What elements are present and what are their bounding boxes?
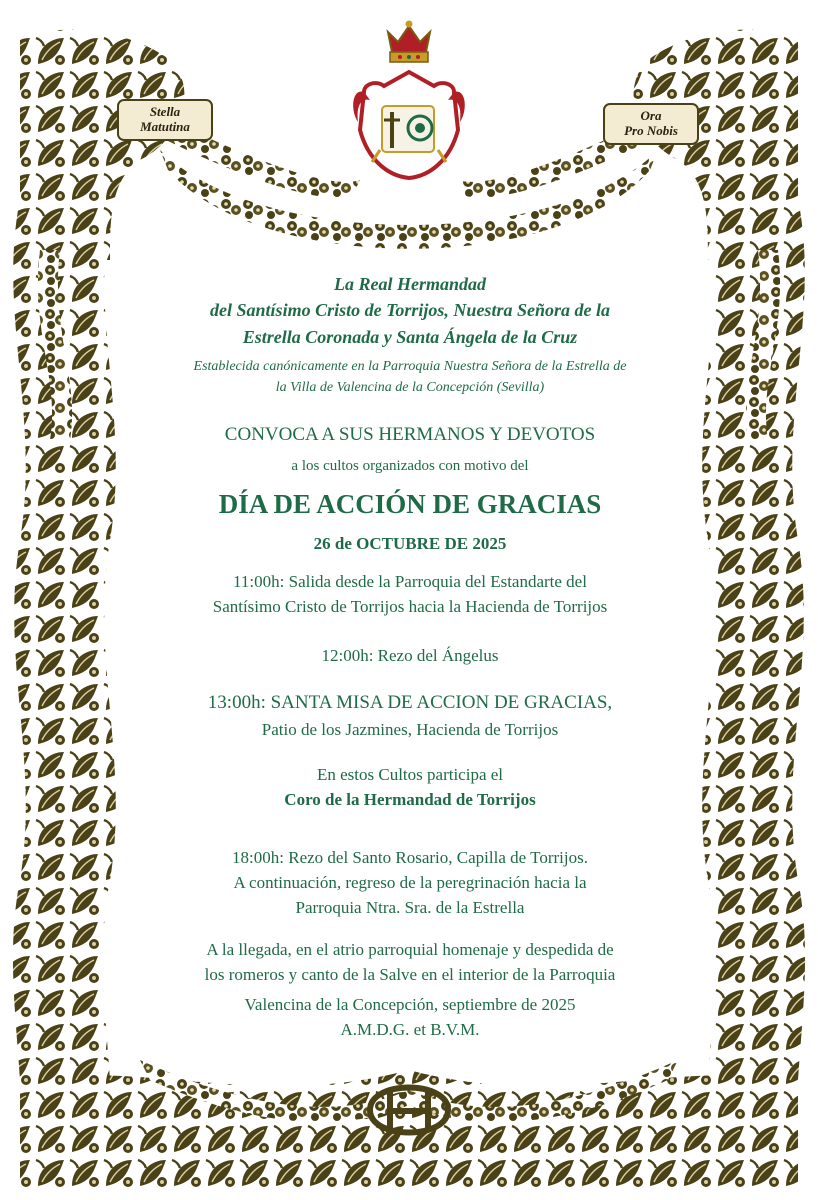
- schedule-item-4-line-2: A continuación, regreso de la peregrinación hacia la: [233, 873, 587, 892]
- royal-crown-icon: [388, 21, 430, 63]
- header-sub-2: la Villa de Valencina de la Concepción (Sevilla): [275, 380, 545, 395]
- header-sub-1: Establecida canónicamente en la Parroquia Nuestra Señora de la Estrella de: [193, 359, 627, 374]
- header-line-2: del Santísimo Cristo de Torrijos, Nuestra Señora de la: [210, 300, 610, 320]
- stella-matutina-label: [118, 104, 212, 134]
- event-date: 26 de OCTUBRE DE 2025: [313, 534, 507, 553]
- schedule-item-4-line-3: Parroquia Ntra. Sra. de la Estrella: [295, 898, 525, 917]
- event-title: DÍA DE ACCIÓN DE GRACIAS: [218, 489, 602, 519]
- intro-text: a los cultos organizados con motivo del: [291, 458, 529, 474]
- frame-top-left-corner: [20, 30, 184, 260]
- schedule-item-3-line-2: Patio de los Jazmines, Hacienda de Torrijos: [261, 720, 559, 739]
- schedule-item-1-line-2: Santísimo Cristo de Torrijos hacia la Hacienda de Torrijos: [212, 597, 608, 616]
- label-stella: Stella: [149, 104, 181, 119]
- brotherhood-monogram-icon: [353, 72, 465, 178]
- arrival-line-1: A la llegada, en el atrio parroquial homenaje y despedida de: [206, 940, 614, 959]
- label-ora: Ora: [640, 108, 662, 123]
- label-matutina: Matutina: [140, 119, 190, 134]
- place-date: Valencina de la Concepción, septiembre de 2025: [244, 995, 576, 1014]
- header-line-1: La Real Hermandad: [334, 274, 486, 294]
- label-pro-nobis: Pro Nobis: [624, 123, 678, 138]
- schedule-item-3-line-1: 13:00h: SANTA MISA DE ACCION DE GRACIAS,: [207, 692, 613, 713]
- choir-line-2: Coro de la Hermandad de Torrijos: [284, 790, 536, 809]
- convoca-heading: CONVOCA A SUS HERMANOS Y DEVOTOS: [224, 424, 596, 445]
- motto: A.M.D.G. et B.V.M.: [340, 1020, 480, 1039]
- ora-pro-nobis-label: [604, 108, 698, 138]
- schedule-item-1-line-1: 11:00h: Salida desde la Parroquia del Estandarte del: [233, 572, 587, 591]
- schedule-item-4-line-1: 18:00h: Rezo del Santo Rosario, Capilla de Torrijos.: [232, 848, 588, 867]
- arrival-line-2: los romeros y canto de la Salve en el interior de la Parroquia: [204, 965, 616, 984]
- schedule-item-2: 12:00h: Rezo del Ángelus: [321, 646, 499, 665]
- choir-line-1: En estos Cultos participa el: [316, 765, 504, 784]
- header-line-3: Estrella Coronada y Santa Ángela de la Cruz: [242, 327, 578, 347]
